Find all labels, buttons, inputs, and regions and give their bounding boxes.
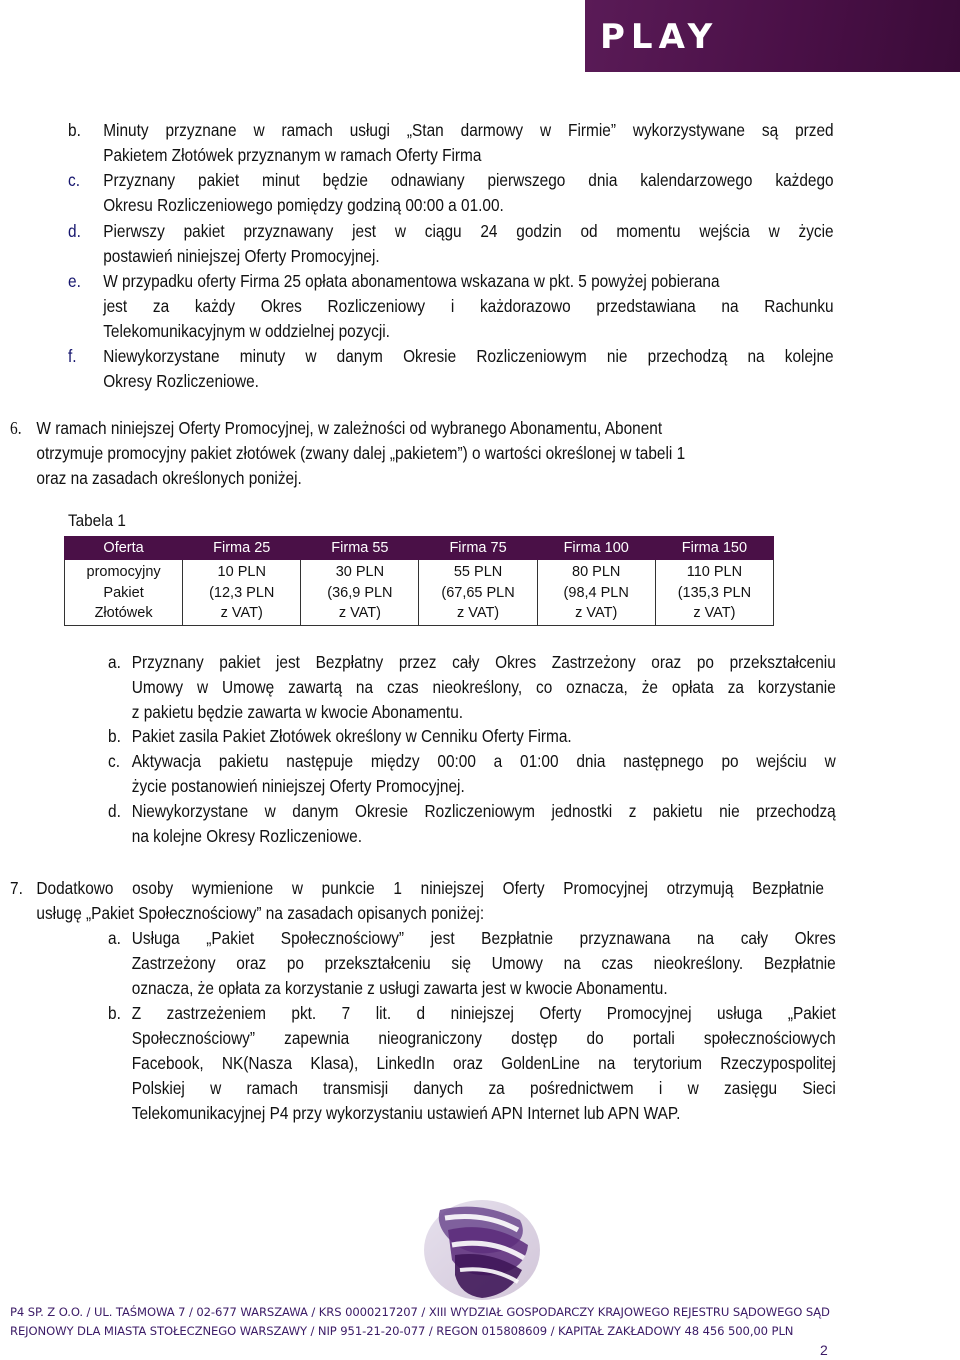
text-line: otrzymuje promocyjny pakiet złotówek (zwany dalej „pakietem”) o wartości określonej w tabeli 1 — [36, 443, 686, 463]
table-header-cell: Firma 55 — [301, 537, 419, 560]
list-marker: d. — [108, 801, 121, 821]
text-line: na kolejne Okresy Rozliczeniowe. — [131, 826, 363, 846]
table-header-cell: Firma 25 — [183, 537, 301, 560]
text-line: Telekomunikacyjnej P4 przy wykorzystaniu ustawień APN Internet lub APN WAP. — [131, 1103, 681, 1123]
table-row — [65, 560, 774, 626]
text-line: W przypadku oferty Firma 25 opłata abonamentowa wskazana w pkt. 5 powyżej pobierana — [103, 271, 720, 291]
text-line: Usługa „Pakiet Społecznościowy” jest Bezpłatnie przyznawana na cały Okres — [131, 928, 836, 948]
text-line: Polskiej w ramach transmisji danych za pośrednictwem i w zasięgu Sieci — [131, 1078, 836, 1098]
section-number: 7. — [10, 878, 23, 898]
offer-table — [64, 536, 774, 626]
text-line: życie postanowień niniejszej Oferty Promocyjnej. — [131, 776, 465, 796]
text-line: Umowy w Umowę zawartą na czas nieokreślony, co oznacza, że opłata za korzystanie — [131, 677, 836, 697]
table-header-cell: Oferta — [65, 537, 183, 560]
table-cell: promocyjny Pakiet Złotówek — [65, 560, 183, 626]
list-marker: c. — [108, 751, 120, 771]
text-line: Pakietem Złotówek przyznanym w ramach Oferty Firma — [103, 145, 482, 165]
play-swirl-icon — [410, 1190, 550, 1305]
text-line: Facebook, NK(Nasza Klasa), LinkedIn oraz GoldenLine na terytorium Rzeczypospolitej — [131, 1053, 836, 1073]
text-line: Telekomunikacyjnym w oddzielnej pozycji. — [103, 321, 390, 341]
table-header-cell: Firma 75 — [419, 537, 537, 560]
table-header-row — [65, 537, 774, 560]
section-number: 6. — [10, 418, 22, 438]
list-marker: c. — [68, 170, 80, 190]
play-logo — [600, 16, 760, 56]
table-cell: 10 PLN (12,3 PLN z VAT) — [183, 560, 301, 626]
text-line: Okresu Rozliczeniowego pomiędzy godziną 00:00 a 01.00. — [103, 195, 504, 215]
table-caption: Tabela 1 — [68, 511, 126, 530]
text-line: Z zastrzeżeniem pkt. 7 lit. d niniejszej Oferty Promocyjnej usługa „Pakiet — [131, 1003, 836, 1023]
text-line: usługę „Pakiet Społecznościowy” na zasadach opisanych poniżej: — [36, 903, 485, 923]
text-line: Niewykorzystane w danym Okresie Rozliczeniowym jednostki z pakietu nie przechodzą — [131, 801, 836, 821]
table-cell: 55 PLN (67,65 PLN z VAT) — [419, 560, 537, 626]
text-line: Przyznany pakiet minut będzie odnawiany pierwszego dnia kalendarzowego każdego — [103, 170, 834, 190]
text-line: Dodatkowo osoby wymienione w punkcie 1 niniejszej Oferty Promocyjnej otrzymują Bezpłatnie — [36, 878, 824, 898]
list-marker: a. — [108, 928, 121, 948]
footer-company-line-2: REJONOWY DLA MIASTA STOŁECZNEGO WARSZAWY / NIP 951-21-20-077 / REGON 015808609 / KAPITAŁ ZAKŁADOWY 48 456 500,00 PLN — [10, 1324, 794, 1338]
list-marker: b. — [108, 1003, 121, 1023]
text-line: Zastrzeżony oraz po przekształceniu się Umowy na czas nieokreślony. Bezpłatnie — [131, 953, 836, 973]
table-header-cell: Firma 100 — [537, 537, 655, 560]
text-line: Pierwszy pakiet przyznawany jest w ciągu 24 godzin od momentu wejścia w życie — [103, 221, 834, 241]
text-line: postawień niniejszej Oferty Promocyjnej. — [103, 246, 380, 266]
text-line: Przyznany pakiet jest Bezpłatny przez cały Okres Zastrzeżony oraz po przekształceniu — [131, 652, 836, 672]
text-line: W ramach niniejszej Oferty Promocyjnej, w zależności od wybranego Abonamentu, Abonent — [36, 418, 663, 438]
text-line: oznacza, że opłata za korzystanie z usługi zawarta jest w kwocie Abonamentu. — [131, 978, 668, 998]
page-number: 2 — [820, 1342, 828, 1358]
text-line: z pakietu będzie zawarta w kwocie Abonamentu. — [131, 702, 464, 722]
list-marker: a. — [108, 652, 121, 672]
svg-text:PLAY: PLAY — [600, 17, 719, 56]
text-line: Pakiet zasila Pakiet Złotówek określony w Cenniku Oferty Firma. — [131, 726, 572, 746]
table-cell: 30 PLN (36,9 PLN z VAT) — [301, 560, 419, 626]
text-line: Okresy Rozliczeniowe. — [103, 371, 259, 391]
footer-company-line-1: P4 SP. Z O.O. / UL. TAŚMOWA 7 / 02-677 WARSZAWA / KRS 0000217207 / XIII WYDZIAŁ GOSPODARCZY KRAJOWEGO REJESTRU SĄDOWEGO SĄD — [10, 1305, 830, 1319]
text-line: Społecznościowy” zapewnia nieograniczony dostęp do portali społecznościowych — [131, 1028, 836, 1048]
text-line: Aktywacja pakietu następuje między 00:00 a 01:00 dnia następnego po wejściu w — [131, 751, 836, 771]
list-marker: d. — [68, 221, 81, 241]
table-cell: 80 PLN (98,4 PLN z VAT) — [537, 560, 655, 626]
list-marker: e. — [68, 271, 81, 291]
text-line: jest za każdy Okres Rozliczeniowy i każdorazowo przedstawiana na Rachunku — [103, 296, 834, 316]
list-marker: b. — [68, 120, 81, 140]
text-line: Minuty przyznane w ramach usługi „Stan darmowy w Firmie” wykorzystywane są przed — [103, 120, 834, 140]
text-line: Niewykorzystane minuty w danym Okresie Rozliczeniowym nie przechodzą na kolejne — [103, 346, 834, 366]
text-line: oraz na zasadach określonych poniżej. — [36, 468, 302, 488]
list-marker: f. — [68, 346, 77, 366]
table-header-cell: Firma 150 — [655, 537, 773, 560]
table-cell: 110 PLN (135,3 PLN z VAT) — [655, 560, 773, 626]
list-marker: b. — [108, 726, 121, 746]
